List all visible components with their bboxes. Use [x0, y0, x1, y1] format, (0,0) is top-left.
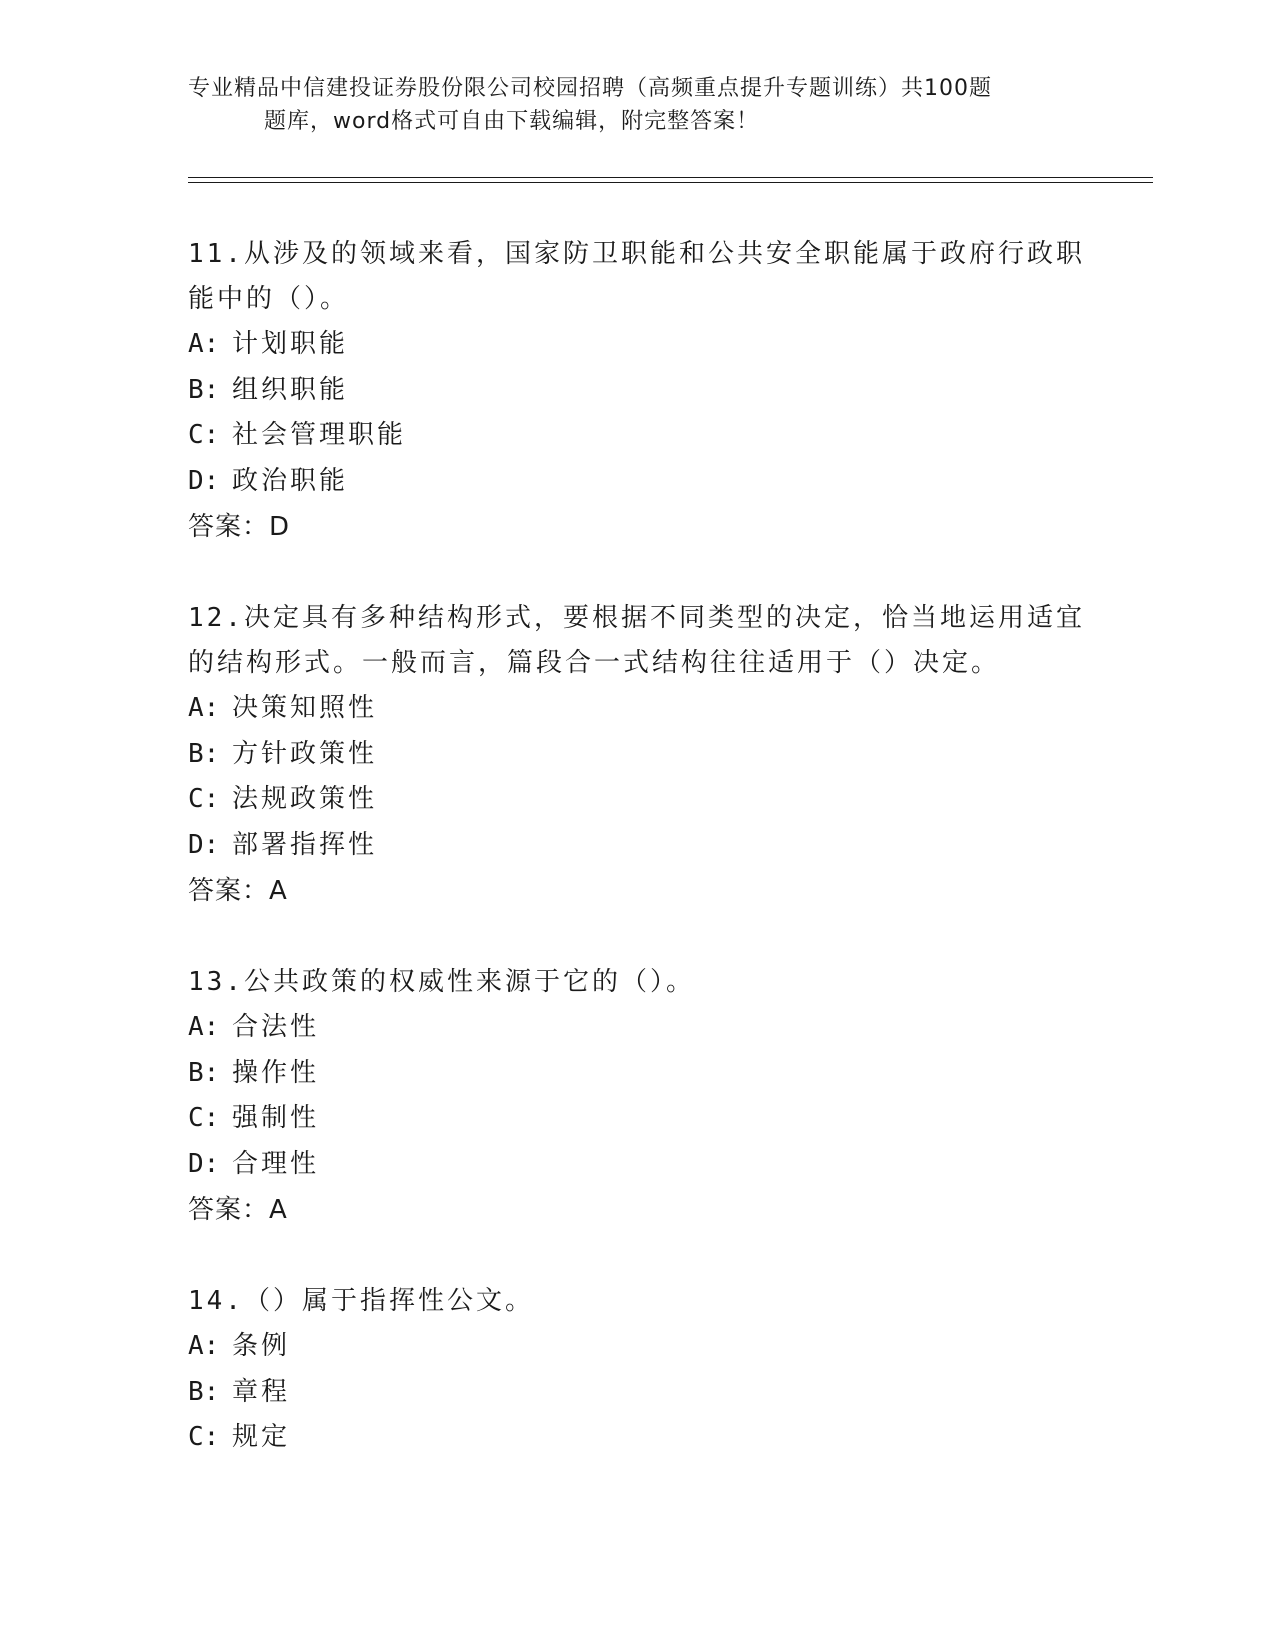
option-b — [188, 1051, 1088, 1097]
option-text: 合理性 — [232, 1148, 320, 1179]
option-letter: D: — [188, 829, 220, 860]
option-b — [188, 1370, 1088, 1416]
option-c — [188, 1415, 1088, 1461]
option-a — [188, 1005, 1088, 1051]
option-text: 部署指挥性 — [232, 829, 378, 860]
option-text: 组织职能 — [232, 374, 349, 405]
answer-line: 答案：A — [188, 1195, 288, 1225]
question-stem-line: 14.（）属于指挥性公文。 — [188, 1286, 534, 1316]
answer-line: 答案：D — [188, 512, 291, 542]
option-letter: B: — [188, 1376, 220, 1407]
option-letter: C: — [188, 420, 220, 450]
option-text: 操作性 — [232, 1057, 320, 1088]
option-letter: A: — [188, 1331, 220, 1361]
question-item — [188, 960, 1088, 1233]
option-d — [188, 1142, 1088, 1188]
answer-line: 答案：A — [188, 876, 288, 906]
option-letter: D: — [188, 465, 220, 496]
option-letter: A: — [188, 1012, 220, 1042]
option-a — [188, 686, 1088, 732]
option-text: 规定 — [232, 1422, 291, 1452]
option-text: 强制性 — [232, 1103, 320, 1133]
question-stem-line: 能中的（）。 — [188, 284, 350, 314]
header-divider-bottom — [188, 182, 1153, 183]
question-item — [188, 232, 1088, 550]
option-letter: A: — [188, 693, 220, 723]
document-header — [188, 72, 1068, 138]
option-text: 条例 — [232, 1331, 291, 1361]
option-b — [188, 368, 1088, 414]
option-letter: C: — [188, 1422, 220, 1452]
question-stem — [188, 232, 1088, 322]
option-text: 方针政策性 — [232, 738, 378, 769]
question-stem-line: 12.决定具有多种结构形式，要根据不同类型的决定，恰当地运用适宜 — [188, 603, 1085, 633]
question-list — [188, 232, 1088, 1507]
header-divider-top — [188, 177, 1153, 178]
option-c — [188, 1096, 1088, 1142]
option-text: 政治职能 — [232, 465, 349, 496]
option-c — [188, 777, 1088, 823]
option-letter: B: — [188, 738, 220, 769]
question-stem — [188, 1279, 1088, 1324]
option-text: 社会管理职能 — [232, 420, 407, 450]
question-stem-line: 的结构形式。一般而言，篇段合一式结构往往适用于（）决定。 — [188, 648, 1001, 678]
header-title-line2: 题库，word格式可自由下载编辑，附完整答案！ — [264, 109, 760, 134]
option-text: 合法性 — [232, 1012, 320, 1042]
option-letter: C: — [188, 784, 220, 814]
question-item — [188, 1279, 1088, 1461]
option-text: 法规政策性 — [232, 784, 378, 814]
option-d — [188, 459, 1088, 505]
option-letter: B: — [188, 1057, 220, 1088]
option-text: 计划职能 — [232, 329, 349, 359]
question-stem-line: 13.公共政策的权威性来源于它的（）。 — [188, 967, 695, 997]
option-c — [188, 413, 1088, 459]
question-item — [188, 596, 1088, 914]
option-d — [188, 823, 1088, 869]
option-letter: B: — [188, 374, 220, 405]
option-text: 决策知照性 — [232, 693, 378, 723]
option-letter: C: — [188, 1103, 220, 1133]
question-stem-line: 11.从涉及的领域来看，国家防卫职能和公共安全职能属于政府行政职 — [188, 239, 1085, 269]
option-letter: A: — [188, 329, 220, 359]
question-stem — [188, 960, 1088, 1005]
header-title-line1: 专业精品中信建投证券股份限公司校园招聘（高频重点提升专题训练）共100题 — [188, 76, 992, 101]
question-stem — [188, 596, 1088, 686]
option-b — [188, 732, 1088, 778]
option-text: 章程 — [232, 1376, 291, 1407]
option-a — [188, 1324, 1088, 1370]
option-a — [188, 322, 1088, 368]
option-letter: D: — [188, 1148, 220, 1179]
